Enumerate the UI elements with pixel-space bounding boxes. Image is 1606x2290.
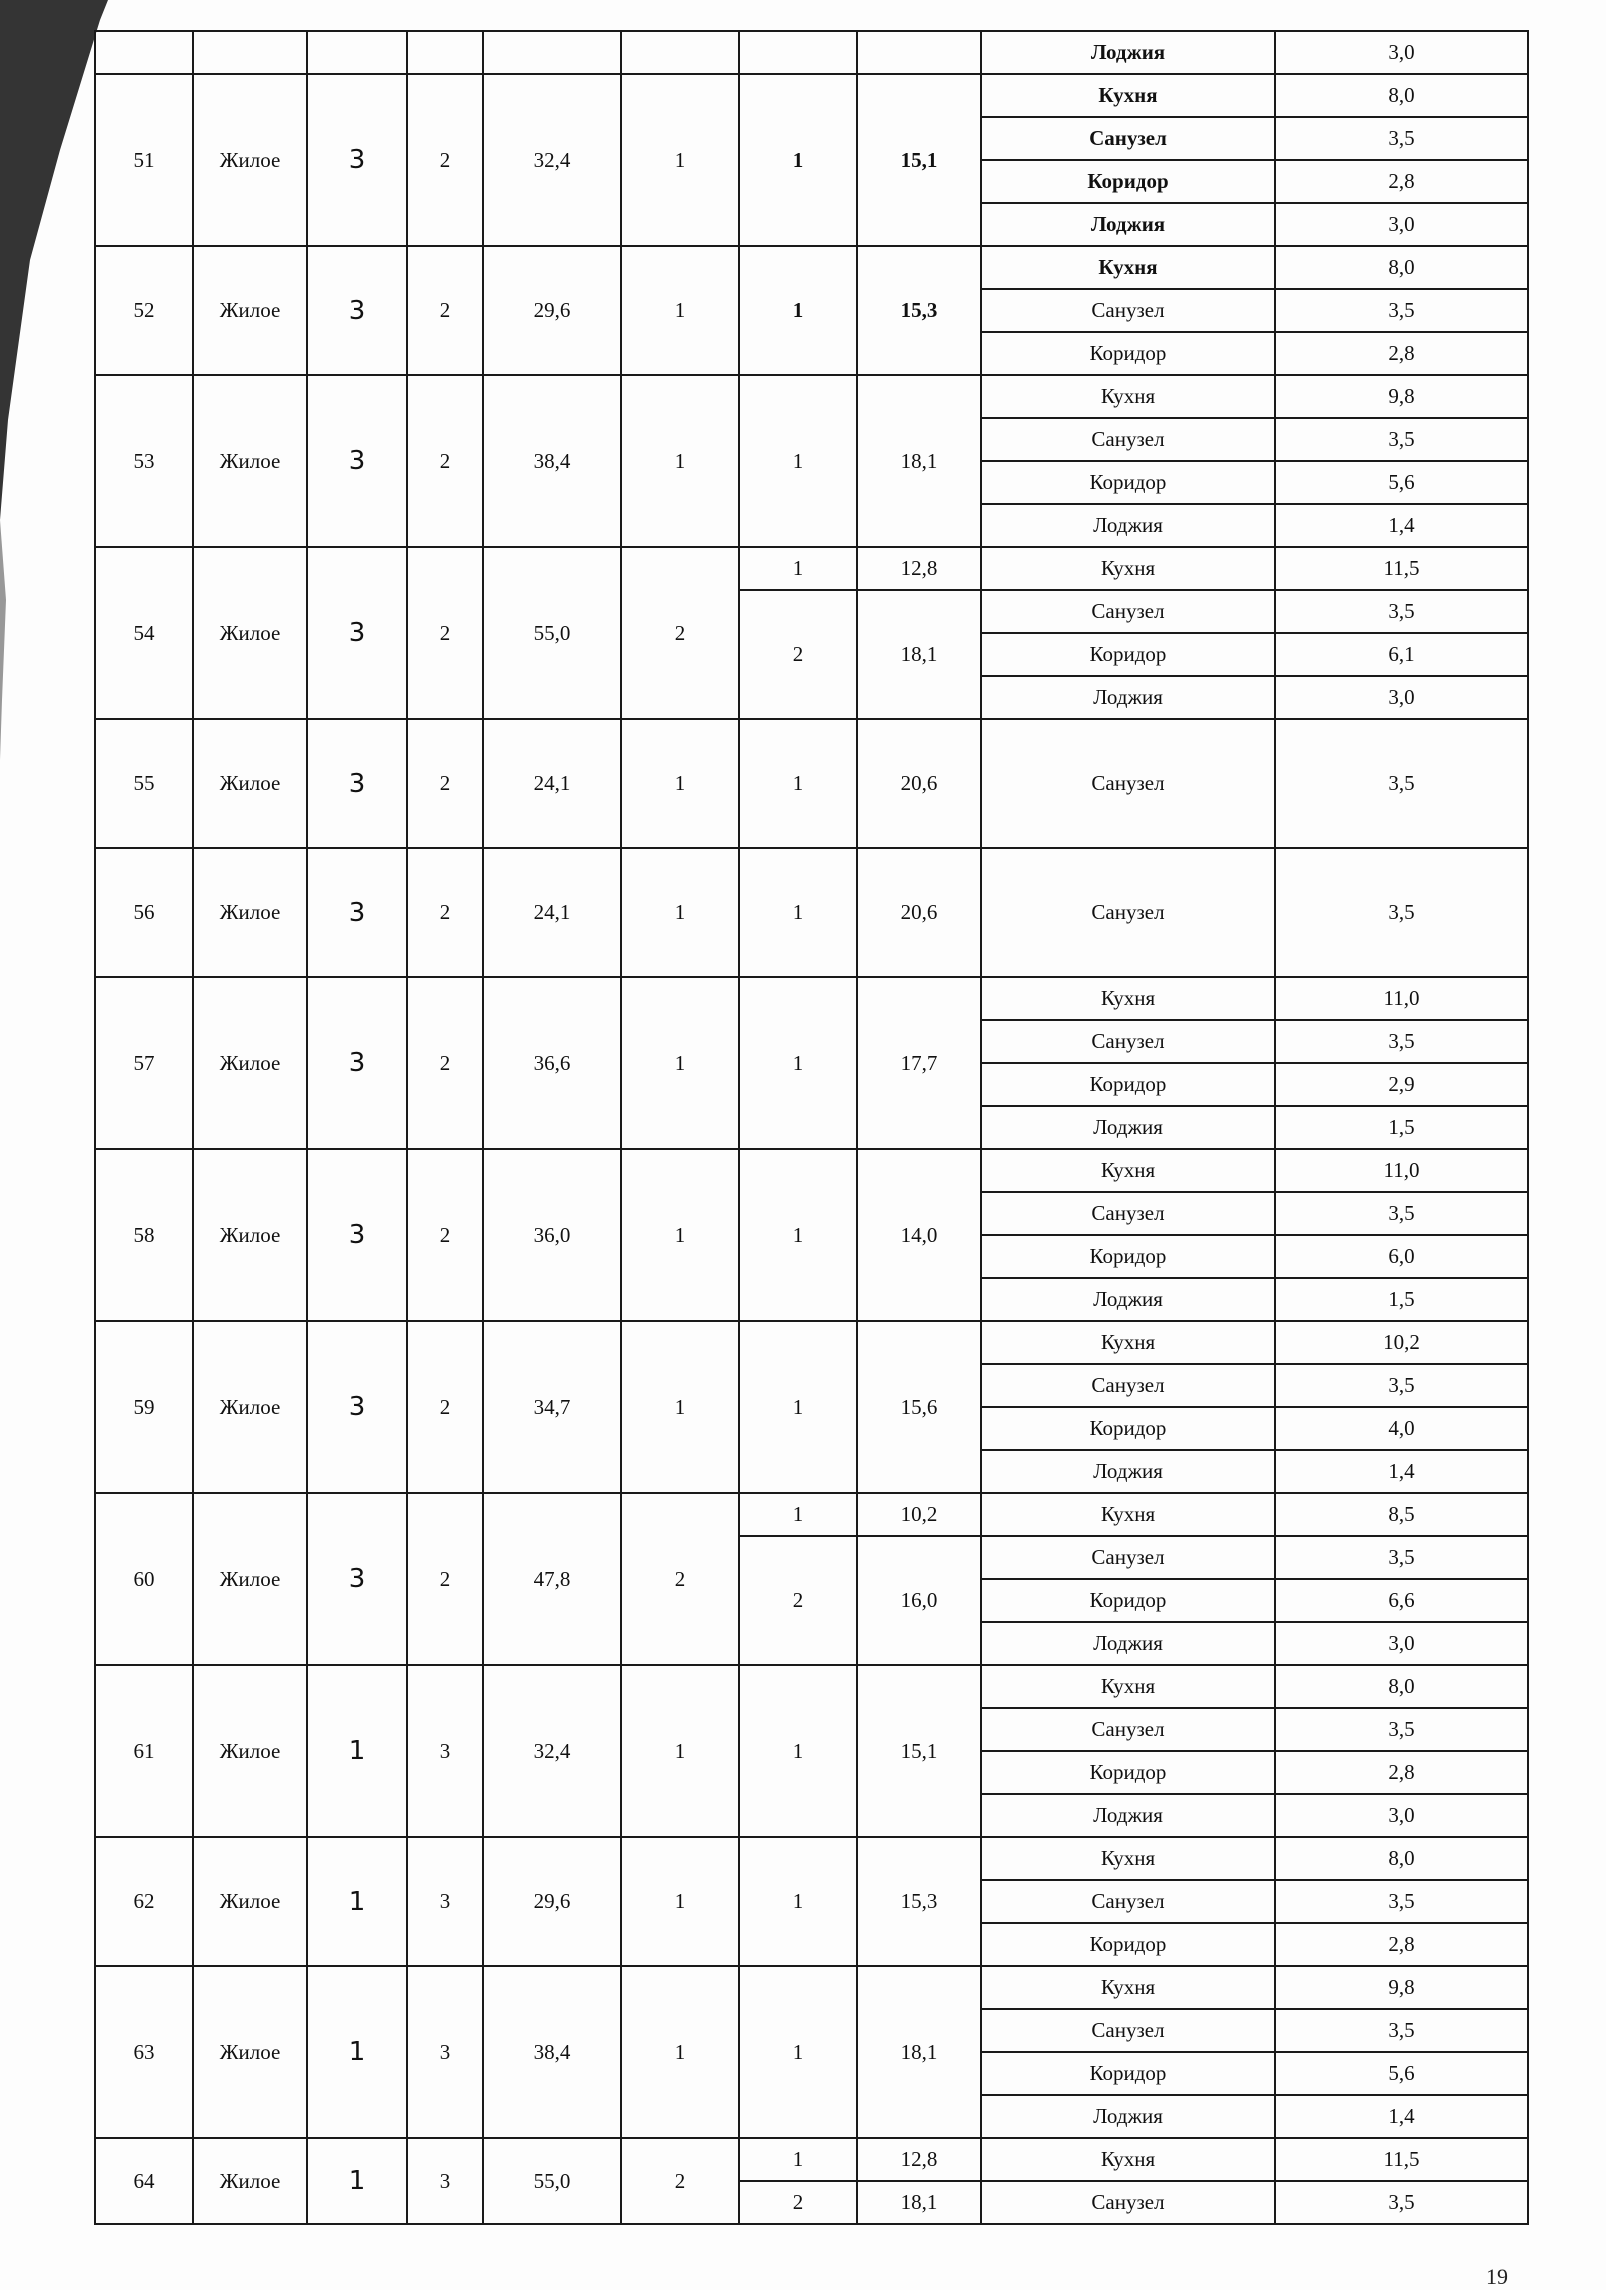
living-room-number: 1 [739,977,857,1149]
room-area-cell: 3,5 [1275,719,1528,848]
room-name-cell: Санузел [981,418,1275,461]
living-room-area: 20,6 [857,719,981,848]
total-area: 32,4 [483,1665,621,1837]
room-area-cell: 2,8 [1275,332,1528,375]
living-room-area: 15,1 [857,1665,981,1837]
room-name-cell: Кухня [981,1665,1275,1708]
apartment-type: Жилое [193,375,307,547]
living-room-area: 15,6 [857,1321,981,1493]
total-area: 29,6 [483,246,621,375]
total-area: 55,0 [483,2138,621,2224]
apartment-number: 63 [95,1966,193,2138]
living-room-area: 17,7 [857,977,981,1149]
total-area: 32,4 [483,74,621,246]
apartment-type: Жилое [193,719,307,848]
room-area-cell: 3,5 [1275,2009,1528,2052]
room-count: 2 [621,547,739,719]
floor-number: 2 [407,1321,483,1493]
room-count: 2 [621,2138,739,2224]
floor-number: 2 [407,1149,483,1321]
table-row [95,2138,1528,2181]
apartment-type: Жилое [193,1966,307,2138]
table-row [95,1665,1528,1708]
room-area-cell: 5,6 [1275,2052,1528,2095]
living-room-number: 1 [739,1493,857,1536]
empty-cell [621,31,739,74]
room-area-cell: 2,8 [1275,1751,1528,1794]
floor-number: 2 [407,74,483,246]
room-area-cell: 1,4 [1275,2095,1528,2138]
apartment-number: 60 [95,1493,193,1665]
total-area: 36,0 [483,1149,621,1321]
room-area-cell: 2,9 [1275,1063,1528,1106]
section-number: 3 [307,848,407,977]
room-count: 1 [621,375,739,547]
section-number: 1 [307,1837,407,1966]
room-area-cell: 2,8 [1275,1923,1528,1966]
room-name-cell: Кухня [981,2138,1275,2181]
room-count: 1 [621,977,739,1149]
room-name-cell: Кухня [981,375,1275,418]
table-row [95,719,1528,848]
table-row [95,74,1528,117]
living-room-area: 18,1 [857,1966,981,2138]
room-count: 1 [621,74,739,246]
room-area-cell: 8,0 [1275,1665,1528,1708]
section-number: 1 [307,1665,407,1837]
living-room-number: 1 [739,74,857,246]
apartment-number: 57 [95,977,193,1149]
apartment-number: 54 [95,547,193,719]
table-row [95,1966,1528,2009]
living-room-number: 1 [739,1665,857,1837]
apartment-number: 59 [95,1321,193,1493]
room-area-cell: 3,5 [1275,1364,1528,1407]
floor-number: 2 [407,848,483,977]
room-count: 1 [621,1321,739,1493]
room-area-cell: 11,0 [1275,1149,1528,1192]
room-area-cell: 9,8 [1275,375,1528,418]
room-name-cell: Санузел [981,289,1275,332]
apartment-type: Жилое [193,1665,307,1837]
room-name-cell: Кухня [981,74,1275,117]
total-area: 29,6 [483,1837,621,1966]
room-name-cell: Лоджия [981,1794,1275,1837]
living-room-number: 2 [739,590,857,719]
room-area-cell: 3,0 [1275,31,1528,74]
room-name-cell: Коридор [981,1751,1275,1794]
room-name-cell: Лоджия [981,676,1275,719]
room-name-cell: Коридор [981,1407,1275,1450]
floor-number: 2 [407,977,483,1149]
section-number: 3 [307,246,407,375]
room-name-cell: Кухня [981,1966,1275,2009]
room-name-cell: Санузел [981,1708,1275,1751]
room-name-cell: Санузел [981,1880,1275,1923]
room-area-cell: 10,2 [1275,1321,1528,1364]
table-row [95,31,1528,74]
apartment-type: Жилое [193,1149,307,1321]
living-room-area: 12,8 [857,547,981,590]
room-area-cell: 11,0 [1275,977,1528,1020]
room-area-cell: 11,5 [1275,2138,1528,2181]
room-name-cell: Коридор [981,1235,1275,1278]
total-area: 38,4 [483,1966,621,2138]
room-name-cell: Лоджия [981,1450,1275,1493]
room-name-cell: Санузел [981,1020,1275,1063]
room-count: 1 [621,719,739,848]
room-area-cell: 8,0 [1275,1837,1528,1880]
apartment-number: 53 [95,375,193,547]
room-area-cell: 11,5 [1275,547,1528,590]
table-row [95,848,1528,977]
living-room-area: 15,3 [857,246,981,375]
room-name-cell: Коридор [981,2052,1275,2095]
room-area-cell: 3,5 [1275,418,1528,461]
living-room-area: 10,2 [857,1493,981,1536]
empty-cell [307,31,407,74]
room-area-cell: 3,0 [1275,1622,1528,1665]
room-area-cell: 3,5 [1275,848,1528,977]
floor-number: 3 [407,1837,483,1966]
empty-cell [95,31,193,74]
room-name-cell: Санузел [981,2181,1275,2224]
living-room-area: 20,6 [857,848,981,977]
room-area-cell: 6,6 [1275,1579,1528,1622]
room-name-cell: Санузел [981,117,1275,160]
living-room-number: 2 [739,2181,857,2224]
room-name-cell: Кухня [981,1493,1275,1536]
room-name-cell: Коридор [981,160,1275,203]
apartment-type: Жилое [193,1493,307,1665]
section-number: 3 [307,547,407,719]
section-number: 3 [307,977,407,1149]
room-area-cell: 3,5 [1275,1536,1528,1579]
living-room-number: 1 [739,375,857,547]
empty-cell [193,31,307,74]
apartment-number: 51 [95,74,193,246]
apartment-type: Жилое [193,246,307,375]
room-area-cell: 3,5 [1275,590,1528,633]
floor-number: 3 [407,1665,483,1837]
living-room-area: 15,3 [857,1837,981,1966]
living-room-area: 14,0 [857,1149,981,1321]
apartment-type: Жилое [193,1321,307,1493]
room-area-cell: 1,5 [1275,1278,1528,1321]
living-room-number: 1 [739,719,857,848]
table-row [95,1493,1528,1536]
living-room-area: 18,1 [857,590,981,719]
room-name-cell: Санузел [981,719,1275,848]
living-room-number: 1 [739,1149,857,1321]
room-area-cell: 3,5 [1275,1020,1528,1063]
total-area: 24,1 [483,848,621,977]
total-area: 38,4 [483,375,621,547]
room-name-cell: Санузел [981,590,1275,633]
living-room-area: 18,1 [857,375,981,547]
living-room-area: 18,1 [857,2181,981,2224]
room-name-cell: Кухня [981,1321,1275,1364]
section-number: 1 [307,1966,407,2138]
table-row [95,977,1528,1020]
room-name-cell: Лоджия [981,1622,1275,1665]
room-area-cell: 3,0 [1275,203,1528,246]
empty-cell [739,31,857,74]
apartment-number: 52 [95,246,193,375]
section-number: 3 [307,74,407,246]
section-number: 3 [307,1493,407,1665]
empty-cell [483,31,621,74]
room-area-cell: 3,5 [1275,1880,1528,1923]
room-name-cell: Санузел [981,848,1275,977]
section-number: 3 [307,375,407,547]
room-name-cell: Кухня [981,1837,1275,1880]
room-name-cell: Санузел [981,2009,1275,2052]
room-name-cell: Кухня [981,547,1275,590]
table-row [95,1837,1528,1880]
room-count: 1 [621,1966,739,2138]
floor-number: 2 [407,246,483,375]
living-room-number: 1 [739,848,857,977]
apartment-type: Жилое [193,2138,307,2224]
living-room-area: 15,1 [857,74,981,246]
room-area-cell: 9,8 [1275,1966,1528,2009]
living-room-area: 16,0 [857,1536,981,1665]
room-area-cell: 3,0 [1275,1794,1528,1837]
room-name-cell: Кухня [981,1149,1275,1192]
section-number: 3 [307,1149,407,1321]
empty-cell [857,31,981,74]
living-room-number: 1 [739,1321,857,1493]
apartment-number: 55 [95,719,193,848]
room-area-cell: 2,8 [1275,160,1528,203]
room-name-cell: Кухня [981,246,1275,289]
room-name-cell: Санузел [981,1536,1275,1579]
floor-number: 2 [407,547,483,719]
floor-number: 3 [407,2138,483,2224]
room-name-cell: Коридор [981,1923,1275,1966]
room-count: 1 [621,1837,739,1966]
room-name-cell: Лоджия [981,2095,1275,2138]
apartment-number: 56 [95,848,193,977]
room-area-cell: 6,1 [1275,633,1528,676]
apartment-type: Жилое [193,977,307,1149]
table-row [95,1149,1528,1192]
total-area: 36,6 [483,977,621,1149]
table-row [95,246,1528,289]
living-room-number: 1 [739,1837,857,1966]
room-area-cell: 4,0 [1275,1407,1528,1450]
room-name-cell: Коридор [981,633,1275,676]
room-area-cell: 3,0 [1275,676,1528,719]
room-area-cell: 3,5 [1275,289,1528,332]
room-area-cell: 3,5 [1275,117,1528,160]
room-name-cell: Санузел [981,1364,1275,1407]
room-name-cell: Коридор [981,1579,1275,1622]
empty-cell [407,31,483,74]
room-area-cell: 8,0 [1275,246,1528,289]
table-row [95,375,1528,418]
table-row [95,547,1528,590]
living-room-number: 2 [739,1536,857,1665]
table-row [95,1321,1528,1364]
room-area-cell: 1,4 [1275,1450,1528,1493]
living-room-number: 1 [739,547,857,590]
room-name-cell: Коридор [981,332,1275,375]
room-count: 1 [621,848,739,977]
floor-number: 2 [407,719,483,848]
room-name-cell: Лоджия [981,504,1275,547]
room-area-cell: 1,5 [1275,1106,1528,1149]
living-room-number: 1 [739,246,857,375]
floor-number: 3 [407,1966,483,2138]
room-area-cell: 8,0 [1275,74,1528,117]
room-count: 1 [621,1149,739,1321]
room-area-cell: 8,5 [1275,1493,1528,1536]
apartment-number: 62 [95,1837,193,1966]
total-area: 47,8 [483,1493,621,1665]
apartment-type: Жилое [193,74,307,246]
floor-number: 2 [407,375,483,547]
floor-number: 2 [407,1493,483,1665]
room-count: 2 [621,1493,739,1665]
room-area-cell: 3,5 [1275,1708,1528,1751]
room-area-cell: 3,5 [1275,1192,1528,1235]
apartment-type: Жилое [193,848,307,977]
total-area: 34,7 [483,1321,621,1493]
room-name-cell: Коридор [981,461,1275,504]
room-name-cell: Лоджия [981,1106,1275,1149]
total-area: 24,1 [483,719,621,848]
room-name-cell: Санузел [981,1192,1275,1235]
total-area: 55,0 [483,547,621,719]
room-name-cell: Лоджия [981,1278,1275,1321]
room-name-cell: Лоджия [981,31,1275,74]
room-name-cell: Кухня [981,977,1275,1020]
living-room-number: 1 [739,1966,857,2138]
section-number: 1 [307,2138,407,2224]
apartments-table [94,30,1529,2225]
section-number: 3 [307,719,407,848]
room-name-cell: Лоджия [981,203,1275,246]
apartment-number: 61 [95,1665,193,1837]
room-count: 1 [621,246,739,375]
living-room-area: 12,8 [857,2138,981,2181]
room-area-cell: 3,5 [1275,2181,1528,2224]
room-count: 1 [621,1665,739,1837]
section-number: 3 [307,1321,407,1493]
apartment-type: Жилое [193,547,307,719]
room-area-cell: 6,0 [1275,1235,1528,1278]
apartment-type: Жилое [193,1837,307,1966]
room-area-cell: 1,4 [1275,504,1528,547]
room-name-cell: Коридор [981,1063,1275,1106]
apartment-number: 58 [95,1149,193,1321]
apartment-number: 64 [95,2138,193,2224]
page-number: 19 [1486,2264,1508,2289]
room-area-cell: 5,6 [1275,461,1528,504]
living-room-number: 1 [739,2138,857,2181]
